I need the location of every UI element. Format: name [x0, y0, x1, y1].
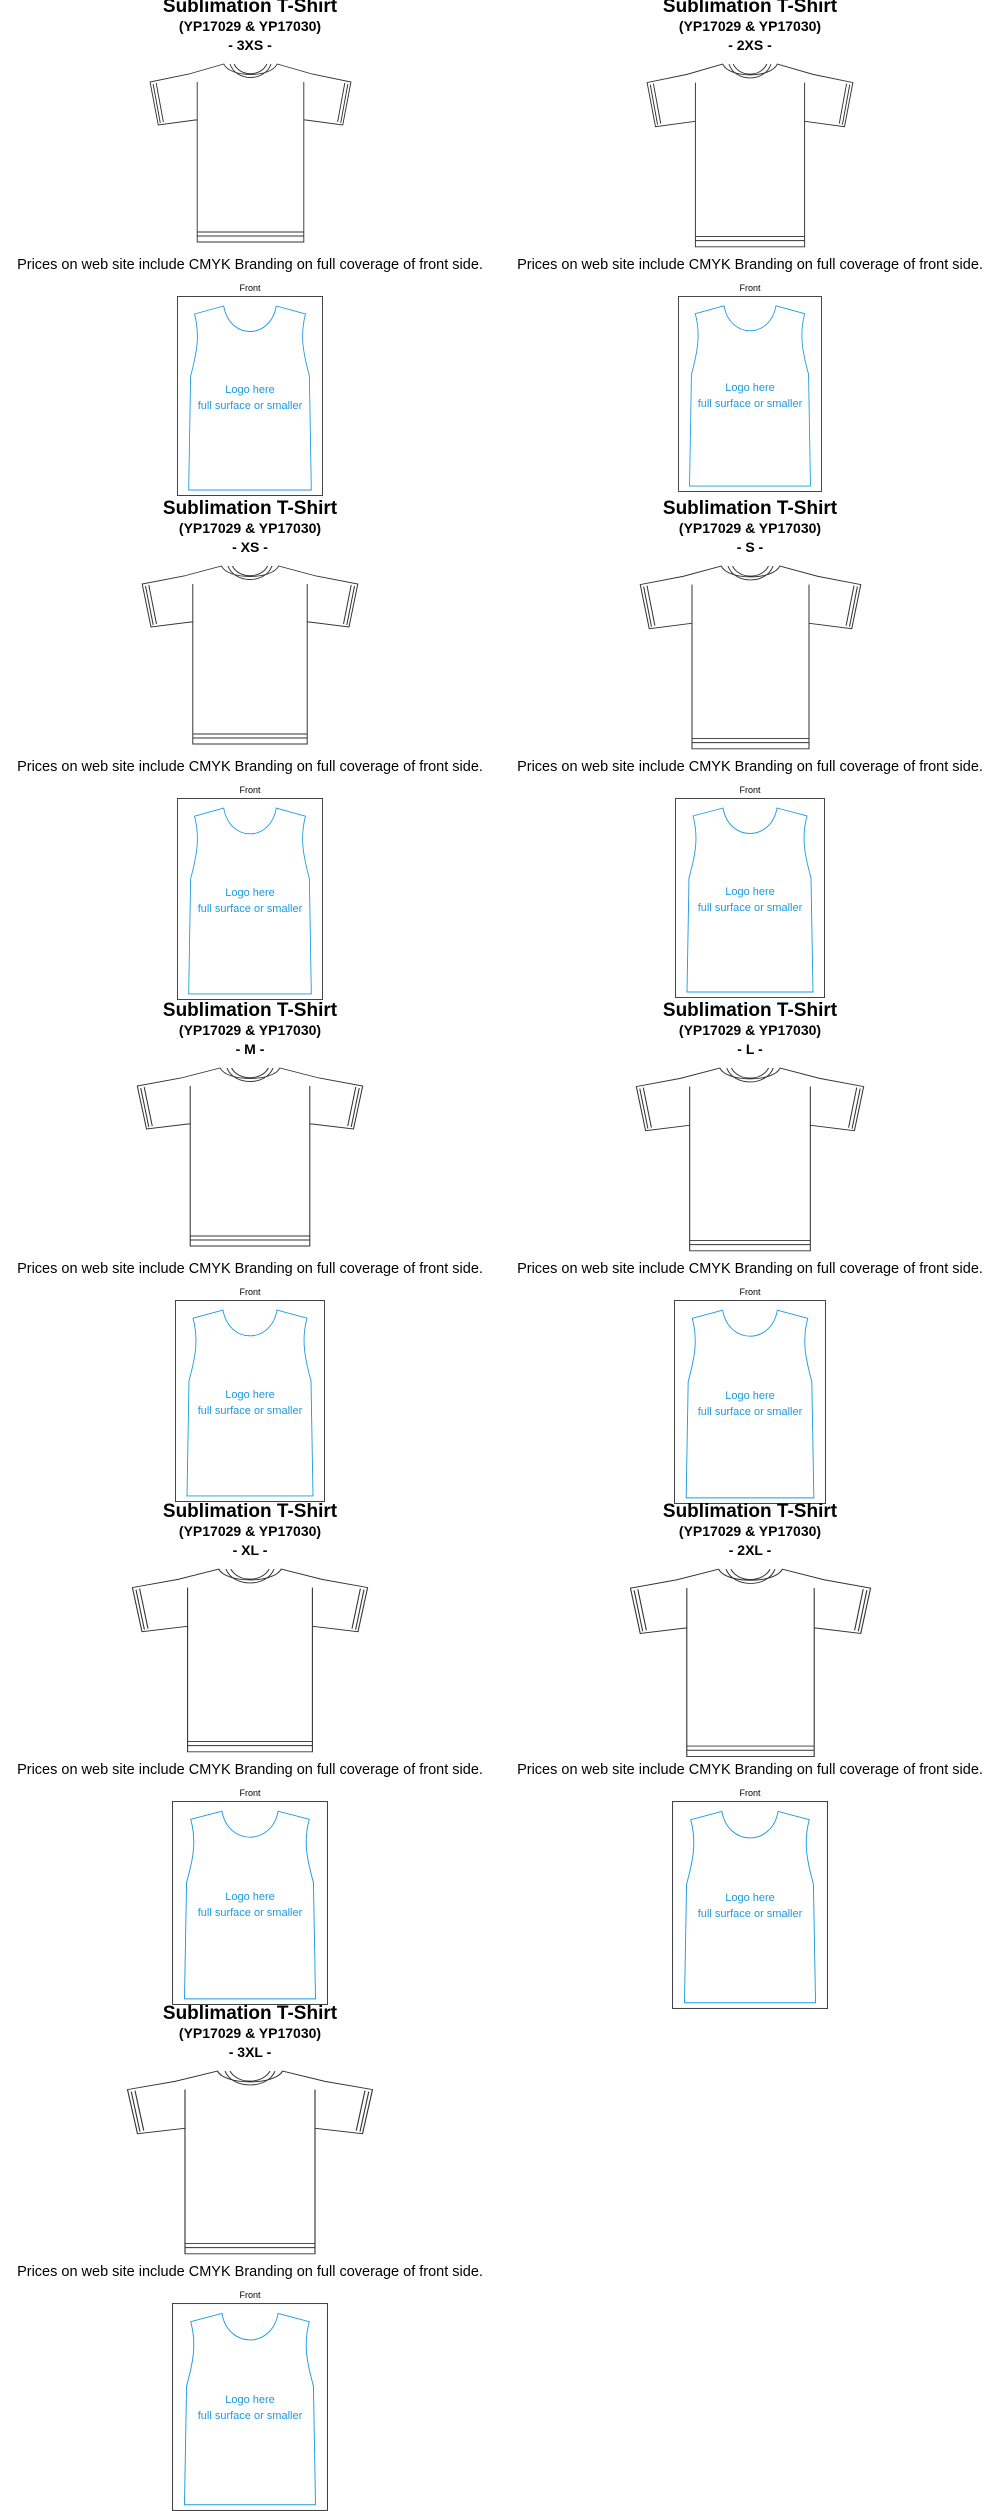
logo-placeholder: [674, 1388, 826, 1420]
logo-line-1: Logo here: [725, 1390, 775, 1402]
product-title: Sublimation T-Shirt: [162, 0, 338, 17]
logo-placeholder: [177, 885, 323, 917]
logo-line-1: Logo here: [725, 1892, 775, 1904]
logo-line-2: full surface or smaller: [697, 1908, 803, 1920]
tshirt-outline-icon: [130, 1565, 370, 1760]
product-title: Sublimation T-Shirt: [162, 1501, 338, 1522]
front-label: Front: [239, 785, 261, 795]
price-note: Prices on web site include CMYK Branding on full coverage of front side.: [517, 759, 983, 775]
size-label: - L -: [737, 1041, 763, 1057]
tshirt-outline-icon: [135, 1064, 365, 1254]
tshirt-drawing: [135, 1064, 365, 1259]
size-panel: [0, 498, 500, 1002]
tshirt-outline-icon: [140, 562, 360, 752]
price-note: Prices on web site include CMYK Branding on full coverage of front side.: [517, 1762, 983, 1778]
logo-line-2: full surface or smaller: [197, 1907, 303, 1919]
price-note: Prices on web site include CMYK Branding on full coverage of front side.: [17, 759, 483, 775]
logo-line-1: Logo here: [225, 887, 275, 899]
product-title: Sublimation T-Shirt: [162, 1000, 338, 1021]
print-area: [672, 1801, 828, 2009]
logo-line-2: full surface or smaller: [197, 400, 303, 412]
logo-placeholder: [172, 2392, 328, 2424]
tshirt-outline-icon: [125, 2067, 375, 2262]
print-area: [177, 798, 323, 1000]
print-area: [177, 296, 323, 496]
print-area: [172, 1801, 328, 2005]
product-codes: (YP17029 & YP17030): [678, 18, 822, 34]
logo-line-2: full surface or smaller: [697, 398, 803, 410]
logo-line-1: Logo here: [725, 886, 775, 898]
logo-line-1: Logo here: [225, 1891, 275, 1903]
product-codes: (YP17029 & YP17030): [178, 18, 322, 34]
product-codes: (YP17029 & YP17030): [178, 2025, 322, 2041]
logo-line-2: full surface or smaller: [197, 903, 303, 915]
size-panel: [500, 1000, 1000, 1504]
logo-placeholder: [672, 1890, 828, 1922]
logo-line-2: full surface or smaller: [197, 1405, 303, 1417]
tshirt-drawing: [130, 1565, 370, 1765]
size-label: - 3XS -: [228, 37, 272, 53]
logo-placeholder: [678, 380, 822, 412]
price-note: Prices on web site include CMYK Branding on full coverage of front side.: [17, 1261, 483, 1277]
front-label: Front: [739, 283, 761, 293]
size-panel: [0, 2003, 500, 2507]
size-panel: [0, 0, 500, 500]
tshirt-drawing: [628, 1565, 873, 1770]
product-title: Sublimation T-Shirt: [662, 498, 838, 519]
print-area: [675, 798, 825, 998]
price-note: Prices on web site include CMYK Branding on full coverage of front side.: [17, 257, 483, 273]
logo-placeholder: [675, 884, 825, 916]
size-label: - 2XL -: [728, 1542, 772, 1558]
size-label: - 2XS -: [728, 37, 772, 53]
product-codes: (YP17029 & YP17030): [178, 1022, 322, 1038]
tshirt-outline-icon: [628, 1565, 873, 1765]
front-label: Front: [739, 785, 761, 795]
size-panel: [500, 1501, 1000, 2005]
size-panel: [0, 1501, 500, 2005]
product-codes: (YP17029 & YP17030): [678, 1022, 822, 1038]
product-codes: (YP17029 & YP17030): [178, 520, 322, 536]
price-note: Prices on web site include CMYK Branding on full coverage of front side.: [17, 2264, 483, 2280]
product-title: Sublimation T-Shirt: [662, 1000, 838, 1021]
logo-placeholder: [172, 1889, 328, 1921]
tshirt-drawing: [125, 2067, 375, 2267]
tshirt-drawing: [140, 562, 360, 757]
size-label: - 3XL -: [228, 2044, 272, 2060]
tshirt-drawing: [638, 562, 863, 762]
product-title: Sublimation T-Shirt: [662, 1501, 838, 1522]
tshirt-outline-icon: [645, 60, 855, 255]
size-label: - M -: [235, 1041, 265, 1057]
price-note: Prices on web site include CMYK Branding on full coverage of front side.: [17, 1762, 483, 1778]
logo-line-1: Logo here: [225, 2394, 275, 2406]
tshirt-outline-icon: [634, 1064, 866, 1259]
tshirt-outline-icon: [148, 60, 353, 250]
logo-placeholder: [177, 382, 323, 414]
size-panel: [500, 0, 1000, 500]
tshirt-outline-icon: [638, 562, 863, 757]
front-label: Front: [739, 1287, 761, 1297]
price-note: Prices on web site include CMYK Branding on full coverage of front side.: [517, 257, 983, 273]
print-area: [678, 296, 822, 492]
logo-line-2: full surface or smaller: [697, 1406, 803, 1418]
size-panel: [0, 1000, 500, 1504]
logo-line-1: Logo here: [725, 382, 775, 394]
product-title: Sublimation T-Shirt: [162, 2003, 338, 2024]
product-codes: (YP17029 & YP17030): [678, 1523, 822, 1539]
tshirt-drawing: [645, 60, 855, 260]
front-label: Front: [239, 2290, 261, 2300]
print-area: [172, 2303, 328, 2511]
size-label: - XS -: [232, 539, 268, 555]
front-label: Front: [239, 1287, 261, 1297]
logo-line-2: full surface or smaller: [697, 902, 803, 914]
tshirt-drawing: [634, 1064, 866, 1264]
front-label: Front: [239, 283, 261, 293]
front-label: Front: [739, 1788, 761, 1798]
product-title: Sublimation T-Shirt: [162, 498, 338, 519]
logo-placeholder: [175, 1387, 325, 1419]
logo-line-2: full surface or smaller: [197, 2410, 303, 2422]
print-area: [175, 1300, 325, 1502]
product-codes: (YP17029 & YP17030): [178, 1523, 322, 1539]
logo-line-1: Logo here: [225, 1389, 275, 1401]
product-title: Sublimation T-Shirt: [662, 0, 838, 17]
tshirt-drawing: [148, 60, 353, 255]
price-note: Prices on web site include CMYK Branding on full coverage of front side.: [517, 1261, 983, 1277]
print-area: [674, 1300, 826, 1504]
size-panel: [500, 498, 1000, 1002]
size-label: - S -: [736, 539, 764, 555]
product-codes: (YP17029 & YP17030): [678, 520, 822, 536]
size-label: - XL -: [232, 1542, 268, 1558]
logo-line-1: Logo here: [225, 384, 275, 396]
front-label: Front: [239, 1788, 261, 1798]
